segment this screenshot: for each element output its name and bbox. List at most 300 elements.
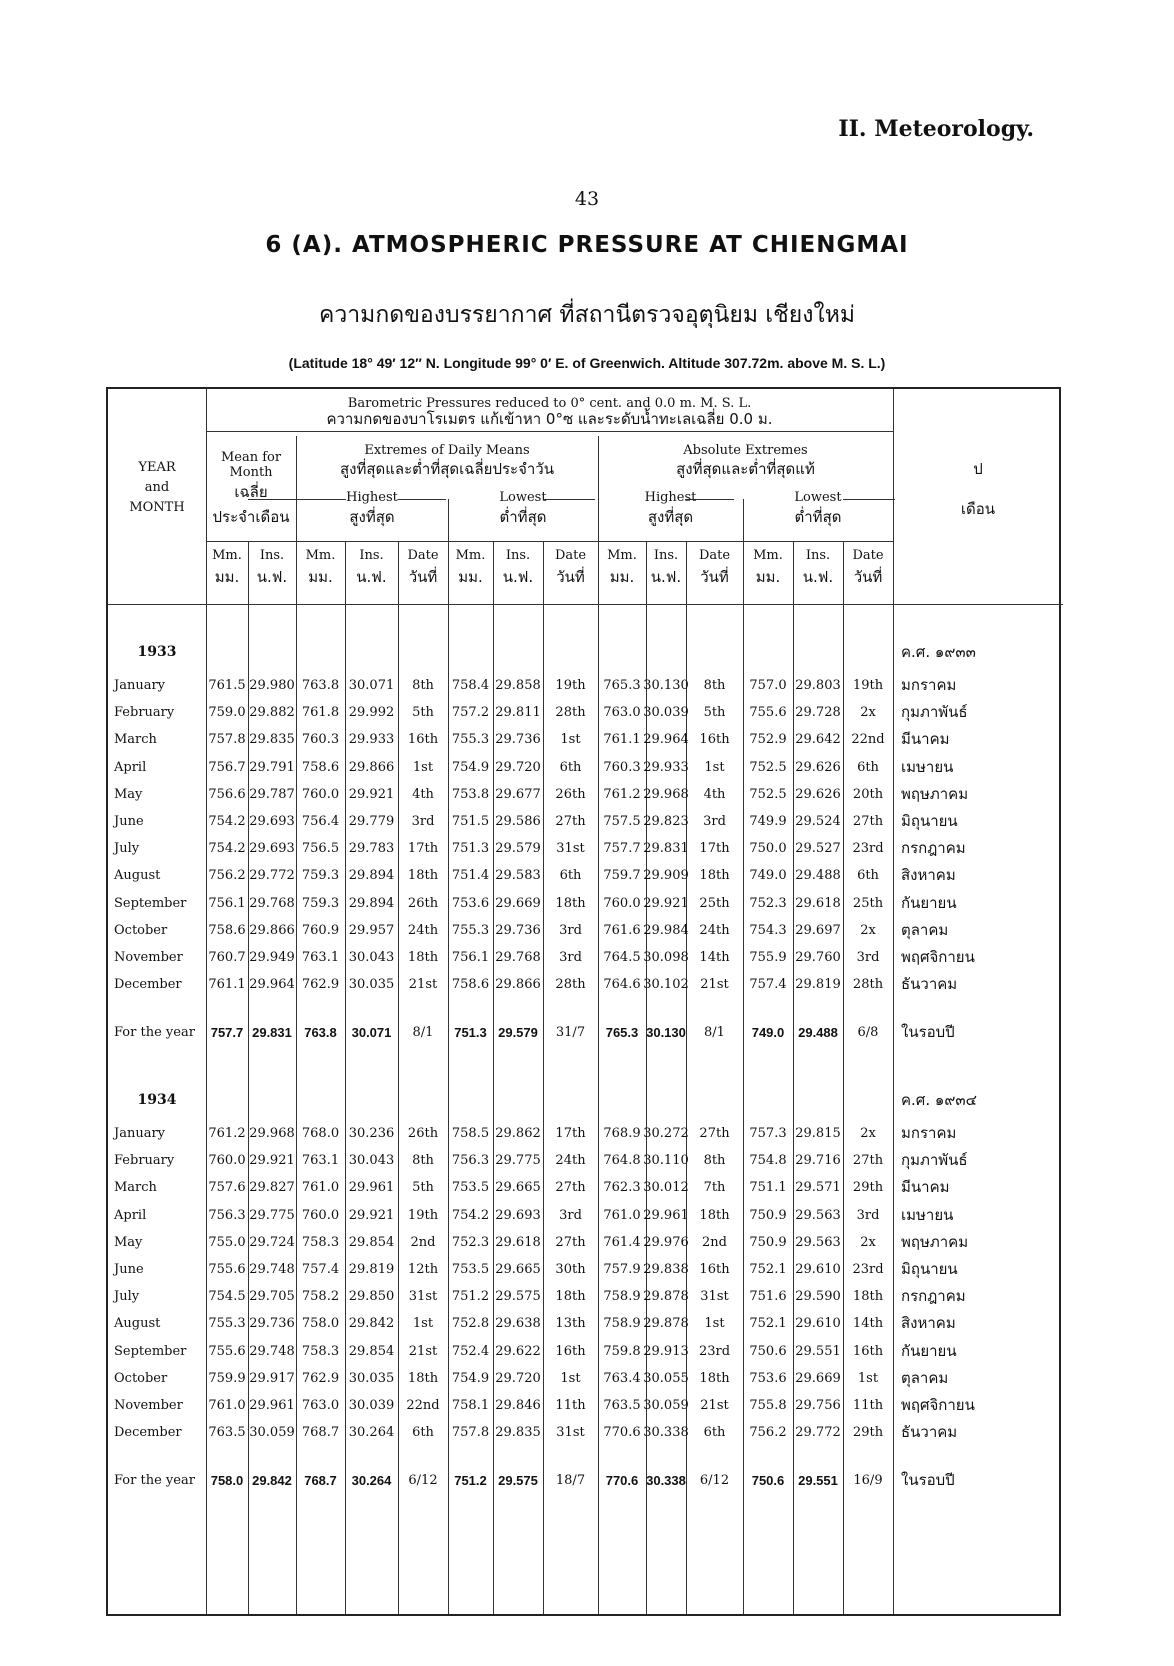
month-label-thai: พฤษภาคม — [901, 784, 969, 803]
table-cell: 16th — [699, 732, 730, 748]
table-cell: 29.551 — [795, 1343, 841, 1359]
table-cell: 758.5 — [451, 1126, 490, 1141]
table-cell: 758.9 — [603, 1289, 641, 1305]
table-cell: 29.720 — [495, 1370, 541, 1386]
table-cell: 756.3 — [451, 1153, 490, 1169]
table-cell: 31st — [700, 1289, 729, 1305]
table-cell: 29.756 — [795, 1398, 841, 1413]
table-cell: 760.0 — [301, 786, 340, 802]
table-cell: 763.1 — [301, 950, 340, 965]
table-cell: 762.9 — [301, 977, 340, 993]
table-cell: 754.5 — [208, 1289, 246, 1305]
table-cell: 29th — [852, 1425, 884, 1441]
month-label-thai: ตุลาคม — [901, 920, 949, 939]
table-cell: 31st — [556, 841, 585, 857]
table-cell: 24th — [699, 922, 730, 938]
unit-ins: Ins. — [259, 548, 285, 563]
table-cell: 29.909 — [643, 868, 689, 884]
table-cell: 761.5 — [208, 678, 246, 693]
table-cell: 21st — [700, 1398, 729, 1413]
table-cell: 18th — [699, 1207, 730, 1223]
table-cell: 758.6 — [208, 922, 246, 938]
table-cell: 29.575 — [495, 1289, 541, 1305]
table-cell: 3rd — [703, 814, 726, 829]
table-cell: 19th — [852, 678, 884, 693]
table-cell: 760.0 — [208, 1153, 246, 1169]
month-label-thai: กุมภาพันธ์ — [901, 1151, 968, 1170]
column-rule — [743, 499, 744, 541]
unit-mm: Mm. — [212, 548, 242, 563]
month-label: October — [114, 922, 168, 938]
table-cell: 752.3 — [451, 1234, 490, 1250]
column-rule — [248, 541, 249, 1614]
unit-mm: Mm. — [455, 548, 486, 563]
table-cell: 29.917 — [249, 1370, 295, 1386]
table-cell: 1st — [412, 759, 434, 775]
month-label-thai: สิงหาคม — [901, 1314, 956, 1333]
unit-ins: Ins. — [359, 548, 384, 563]
table-cell: 29.563 — [795, 1234, 841, 1250]
table-cell: 753.8 — [451, 786, 490, 802]
table-cell: 29.866 — [495, 977, 541, 993]
table-cell: 761.0 — [301, 1180, 340, 1196]
table-cell: 761.8 — [301, 705, 340, 721]
header-and: and — [144, 480, 170, 495]
unit-ins: Ins. — [805, 548, 831, 563]
table-cell: 29.913 — [643, 1343, 689, 1359]
annual-cell: 6/12 — [408, 1473, 438, 1489]
table-cell: 754.8 — [749, 1153, 787, 1169]
header-rule — [206, 541, 893, 542]
table-cell: 761.2 — [603, 786, 641, 802]
annual-label-thai: ในรอบปี — [901, 1471, 955, 1490]
table-cell: 29.811 — [495, 705, 541, 721]
table-cell: 29.961 — [643, 1207, 689, 1223]
table-cell: 2nd — [410, 1234, 436, 1250]
table-cell: 760.9 — [301, 922, 340, 938]
table-cell: 14th — [699, 950, 730, 965]
month-label-thai: มีนาคม — [901, 730, 950, 749]
table-cell: 3rd — [856, 950, 880, 965]
table-cell: 8th — [412, 678, 434, 693]
table-cell: 756.4 — [301, 814, 340, 829]
month-label: June — [114, 814, 144, 829]
annual-cell: 29.575 — [498, 1473, 538, 1489]
table-cell: 25th — [699, 895, 730, 911]
month-label-thai: กรกฎาคม — [901, 839, 966, 858]
annual-cell: 749.0 — [751, 1025, 785, 1041]
table-cell: 750.0 — [749, 841, 787, 857]
table-cell: 29.760 — [795, 950, 841, 965]
table-cell: 29.590 — [795, 1289, 841, 1305]
table-cell: 5th — [412, 1180, 434, 1196]
annual-cell: 29.551 — [798, 1473, 838, 1489]
table-cell: 31st — [556, 1425, 585, 1441]
table-cell: 27th — [699, 1126, 730, 1141]
table-cell: 21st — [700, 977, 729, 993]
month-label-thai: พฤศจิกายน — [901, 1396, 975, 1414]
table-cell: 756.7 — [208, 759, 246, 775]
unit-ins: Ins. — [653, 548, 679, 563]
header-absolute-thai: สูงที่สุดและต่ำที่สุดแท้ — [676, 460, 815, 478]
table-cell: 29.862 — [495, 1126, 541, 1141]
table-cell: 29.866 — [249, 922, 295, 938]
table-cell: 16th — [852, 1343, 884, 1359]
table-cell: 759.0 — [208, 705, 246, 721]
table-cell: 29.933 — [348, 732, 395, 748]
column-rule — [448, 541, 449, 1614]
table-cell: 755.6 — [208, 1262, 246, 1277]
table-cell: 29.854 — [348, 1343, 395, 1359]
header-barometric: Barometric Pressures reduced to 0° cent. and 0.0 m. M. S. L. — [347, 396, 752, 411]
table-cell: 29.846 — [495, 1398, 541, 1413]
table-cell: 2x — [860, 705, 876, 721]
table-cell: 754.9 — [451, 1370, 490, 1386]
table-cell: 29.819 — [795, 977, 841, 993]
table-cell: 26th — [407, 895, 439, 911]
table-cell: 768.0 — [301, 1126, 340, 1141]
header-rule — [108, 604, 1063, 605]
unit-mm: Mm. — [305, 548, 336, 563]
table-cell: 754.9 — [451, 759, 490, 775]
table-cell: 22nd — [406, 1398, 440, 1413]
table-cell: 750.9 — [749, 1234, 787, 1250]
table-cell: 765.3 — [603, 678, 641, 693]
table-cell: 29.842 — [348, 1316, 395, 1332]
table-cell: 752.1 — [749, 1316, 787, 1332]
table-cell: 29.961 — [348, 1180, 395, 1196]
table-cell: 755.3 — [451, 732, 490, 748]
unit-ins: Ins. — [505, 548, 531, 563]
table-cell: 30.012 — [643, 1180, 689, 1196]
month-label-thai: ตุลาคม — [901, 1368, 949, 1387]
month-label-thai: มกราคม — [901, 1124, 957, 1142]
table-cell: 6th — [412, 1425, 434, 1441]
table-cell: 757.3 — [749, 1126, 787, 1141]
table-cell: 29.894 — [348, 895, 395, 911]
table-cell: 754.2 — [208, 841, 246, 857]
table-cell: 30.059 — [643, 1398, 689, 1413]
table-cell: 29.665 — [495, 1180, 541, 1196]
month-label: November — [114, 950, 183, 965]
table-cell: 757.5 — [603, 814, 641, 829]
table-cell: 751.2 — [451, 1289, 490, 1305]
table-cell: 28th — [555, 977, 586, 993]
table-cell: 761.1 — [208, 977, 246, 993]
table-cell: 759.3 — [301, 868, 340, 884]
annual-cell: 751.3 — [454, 1025, 487, 1041]
month-label: December — [114, 977, 182, 993]
table-cell: 753.5 — [451, 1180, 490, 1196]
table-cell: 29.984 — [643, 922, 689, 938]
unit-date-thai: วันที่ — [408, 568, 438, 586]
table-cell: 29.677 — [495, 786, 541, 802]
unit-date: Date — [852, 548, 884, 563]
month-label: March — [114, 1180, 157, 1196]
table-cell: 30.338 — [643, 1425, 689, 1441]
table-cell: 26th — [407, 1126, 439, 1141]
table-cell: 758.4 — [451, 678, 490, 693]
table-cell: 751.1 — [749, 1180, 787, 1196]
column-rule — [646, 541, 647, 1614]
table-cell: 29.626 — [795, 786, 841, 802]
unit-date: Date — [554, 548, 587, 563]
header-mean: Mean for — [220, 450, 282, 465]
table-cell: 29.571 — [795, 1180, 841, 1196]
table-cell: 5th — [412, 705, 434, 721]
table-cell: 758.9 — [603, 1316, 641, 1332]
header-absolute: Absolute Extremes — [683, 443, 808, 458]
month-label-thai: กรกฎาคม — [901, 1287, 966, 1306]
month-label: April — [114, 1207, 147, 1223]
table-cell: 31st — [408, 1289, 438, 1305]
table-cell: 22nd — [851, 732, 885, 748]
table-cell: 756.1 — [451, 950, 490, 965]
table-cell: 755.3 — [208, 1316, 246, 1332]
month-label-thai: สิงหาคม — [901, 866, 956, 885]
header-extremes-daily: Extremes of Daily Means — [364, 443, 530, 458]
table-cell: 761.2 — [208, 1126, 246, 1141]
table-cell: 1st — [704, 759, 725, 775]
table-cell: 6th — [703, 1425, 726, 1441]
month-label: November — [114, 1398, 183, 1413]
month-label-thai: กันยายน — [901, 1341, 957, 1360]
table-cell: 20th — [852, 786, 884, 802]
table-cell: 30.043 — [348, 1153, 395, 1169]
table-cell: 29.748 — [249, 1343, 295, 1359]
table-cell: 761.6 — [603, 922, 641, 938]
table-cell: 768.9 — [603, 1126, 641, 1141]
unit-ins-thai: น.ฟ. — [650, 568, 682, 586]
table-cell: 752.9 — [749, 732, 787, 748]
header-mean-thai: เฉลี่ย — [234, 483, 268, 501]
unit-date: Date — [407, 548, 439, 563]
table-cell: 760.0 — [603, 895, 641, 911]
table-cell: 29.878 — [643, 1289, 689, 1305]
table-cell: 752.5 — [749, 786, 787, 802]
header-month: MONTH — [129, 500, 185, 515]
table-cell: 12th — [407, 1262, 439, 1277]
table-cell: 764.8 — [603, 1153, 641, 1169]
table-cell: 18th — [407, 950, 439, 965]
annual-cell: 758.0 — [210, 1473, 244, 1489]
table-cell: 29.705 — [249, 1289, 295, 1305]
table-cell: 29.976 — [643, 1234, 689, 1250]
annual-cell: 6/12 — [699, 1473, 730, 1489]
year-label-thai: ค.ศ. ๑๙๓๓ — [901, 643, 976, 661]
table-cell: 762.3 — [603, 1180, 641, 1196]
table-cell: 749.0 — [749, 868, 787, 884]
month-label-thai: พฤษภาคม — [901, 1232, 969, 1251]
table-cell: 761.1 — [603, 732, 641, 748]
month-label-thai: ธันวาคม — [901, 975, 958, 994]
month-label: May — [114, 1234, 143, 1250]
table-cell: 2x — [860, 922, 876, 938]
header-highest-thai: สูงที่สุด — [349, 508, 395, 526]
table-cell: 756.6 — [208, 786, 246, 802]
table-cell: 30.039 — [643, 705, 689, 721]
table-cell: 30.102 — [643, 977, 689, 993]
table-cell: 29.882 — [249, 705, 295, 721]
table-cell: 755.3 — [451, 922, 490, 938]
table-cell: 18th — [699, 868, 730, 884]
table-cell: 4th — [412, 786, 434, 802]
header-year: YEAR — [138, 460, 176, 475]
table-cell: 6th — [857, 868, 879, 884]
table-cell: 29.736 — [249, 1316, 295, 1332]
table-cell: 750.6 — [749, 1343, 787, 1359]
table-cell: 757.4 — [749, 977, 787, 993]
table-cell: 29.716 — [795, 1153, 841, 1169]
table-cell: 29.775 — [249, 1207, 295, 1223]
table-cell: 3rd — [559, 922, 582, 938]
table-cell: 29.586 — [495, 814, 541, 829]
table-cell: 21st — [408, 977, 438, 993]
unit-date: Date — [698, 548, 731, 563]
table-cell: 29.838 — [643, 1262, 689, 1277]
table-cell: 30.098 — [643, 950, 689, 965]
table-cell: 29.957 — [348, 922, 395, 938]
table-cell: 760.0 — [301, 1207, 340, 1223]
pressure-table — [106, 387, 1061, 1616]
table-cell: 29.980 — [249, 678, 295, 693]
unit-mm-thai: มม. — [214, 568, 240, 586]
table-cell: 30.059 — [249, 1425, 295, 1441]
table-cell: 29.858 — [495, 678, 541, 693]
header-lowest-thai: ต่ำที่สุด — [794, 508, 842, 526]
table-cell: 757.9 — [603, 1262, 641, 1277]
month-label-thai: มิถุนายน — [901, 812, 958, 830]
year-label: 1933 — [137, 644, 177, 660]
table-cell: 761.0 — [603, 1207, 641, 1223]
annual-cell: 29.831 — [252, 1025, 292, 1041]
table-cell: 18th — [555, 895, 586, 911]
month-label: December — [114, 1425, 182, 1441]
table-cell: 29.720 — [495, 759, 541, 775]
table-cell: 3rd — [856, 1207, 880, 1223]
table-cell: 27th — [555, 1180, 586, 1196]
table-cell: 6th — [559, 759, 582, 775]
header-highest-thai: สูงที่สุด — [647, 508, 694, 526]
month-label-thai: มิถุนายน — [901, 1260, 958, 1278]
table-cell: 29.488 — [795, 868, 841, 884]
table-cell: 3rd — [559, 950, 582, 965]
table-cell: 755.6 — [208, 1343, 246, 1359]
table-cell: 29.949 — [249, 950, 295, 965]
annual-cell: 768.7 — [304, 1473, 337, 1489]
table-cell: 29.894 — [348, 868, 395, 884]
table-cell: 3rd — [559, 1207, 582, 1223]
annual-cell: 29.842 — [252, 1473, 292, 1489]
table-cell: 29.748 — [249, 1262, 295, 1277]
table-cell: 761.0 — [208, 1398, 246, 1413]
table-cell: 18th — [852, 1289, 884, 1305]
unit-ins-thai: น.ฟ. — [802, 568, 834, 586]
table-cell: 754.2 — [208, 814, 246, 829]
year-label: 1934 — [137, 1092, 177, 1108]
table-cell: 29.772 — [249, 868, 295, 884]
column-rule — [843, 541, 844, 1614]
table-cell: 763.4 — [603, 1370, 641, 1386]
table-cell: 29.583 — [495, 868, 541, 884]
table-cell: 18th — [699, 1370, 730, 1386]
table-cell: 16th — [407, 732, 439, 748]
header-rule — [206, 431, 893, 432]
table-cell: 756.2 — [749, 1425, 787, 1441]
table-cell: 758.6 — [301, 759, 340, 775]
table-cell: 16th — [699, 1262, 730, 1277]
table-cell: 29.835 — [495, 1425, 541, 1441]
column-rule — [493, 541, 494, 1614]
table-cell: 755.0 — [208, 1234, 246, 1250]
month-label: January — [114, 678, 166, 693]
table-cell: 759.3 — [301, 895, 340, 911]
table-cell: 753.6 — [749, 1370, 787, 1386]
annual-cell: 29.579 — [498, 1025, 538, 1041]
table-cell: 755.9 — [749, 950, 787, 965]
table-cell: 19th — [407, 1207, 439, 1223]
table-cell: 29.638 — [495, 1316, 541, 1332]
table-cell: 23rd — [852, 841, 884, 857]
section-heading: II. Meteorology. — [838, 116, 1034, 142]
unit-ins-thai: น.ฟ. — [356, 568, 387, 586]
unit-date-thai: วันที่ — [700, 568, 729, 586]
table-cell: 4th — [703, 786, 726, 802]
table-cell: 30.236 — [348, 1126, 395, 1141]
unit-mm-thai: มม. — [458, 568, 483, 586]
table-cell: 29.724 — [249, 1234, 295, 1250]
column-rule — [398, 541, 399, 1614]
table-cell: 17th — [555, 1126, 586, 1141]
page-title: 6 (A). ATMOSPHERIC PRESSURE AT CHIENGMAI — [265, 232, 909, 258]
table-cell: 750.9 — [749, 1207, 787, 1223]
table-cell: 758.1 — [451, 1398, 490, 1413]
table-cell: 29.697 — [795, 922, 841, 938]
table-cell: 752.4 — [451, 1343, 490, 1359]
table-cell: 753.5 — [451, 1262, 490, 1277]
table-cell: 18th — [407, 1370, 439, 1386]
table-cell: 8th — [703, 678, 726, 693]
table-cell: 30.264 — [348, 1425, 395, 1441]
header-month-thai-top: ป — [973, 460, 983, 478]
unit-date-thai: วันที่ — [556, 568, 585, 586]
table-cell: 30.130 — [643, 678, 689, 693]
table-cell: 29.878 — [643, 1316, 689, 1332]
table-cell: 29.854 — [348, 1234, 395, 1250]
table-cell: 29.835 — [249, 732, 295, 748]
table-cell: 758.6 — [451, 977, 490, 993]
table-cell: 29.728 — [795, 705, 841, 721]
table-cell: 756.3 — [208, 1207, 246, 1223]
month-label: August — [114, 1316, 161, 1332]
table-cell: 29.642 — [795, 732, 841, 748]
table-cell: 29.669 — [795, 1370, 841, 1386]
table-cell: 30.110 — [643, 1153, 689, 1169]
table-cell: 753.6 — [451, 895, 490, 911]
table-cell: 29.968 — [643, 786, 689, 802]
table-cell: 29th — [852, 1180, 884, 1196]
table-cell: 30.035 — [348, 1370, 395, 1386]
annual-cell: 30.264 — [351, 1473, 392, 1489]
table-cell: 756.2 — [208, 868, 246, 884]
unit-mm-thai: มม. — [308, 568, 333, 586]
annual-cell: 8/1 — [412, 1025, 434, 1041]
annual-cell: 750.6 — [751, 1473, 785, 1489]
table-cell: 757.8 — [451, 1425, 490, 1441]
table-cell: 29.524 — [795, 814, 841, 829]
annual-cell: 757.7 — [210, 1025, 244, 1041]
month-label: January — [114, 1126, 166, 1141]
